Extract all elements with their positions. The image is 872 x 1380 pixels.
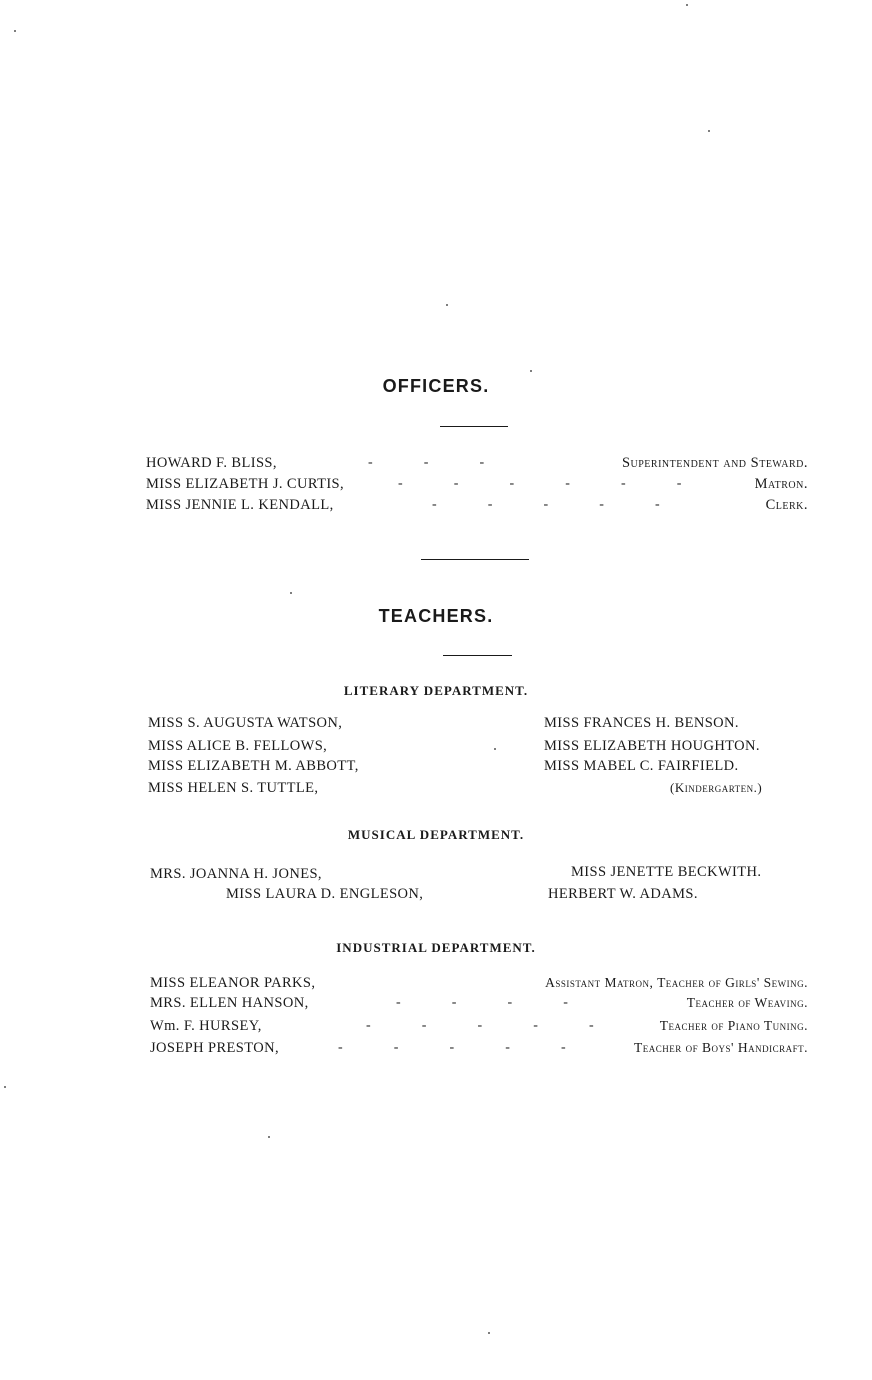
- print-speck: [290, 592, 292, 594]
- leader-dashes: - - - - -: [366, 1018, 595, 1033]
- officer-role: Clerk.: [765, 497, 808, 513]
- musical-department-heading: MUSICAL DEPARTMENT.: [347, 827, 525, 842]
- officers-heading: OFFICERS.: [382, 376, 490, 396]
- literary-department-heading: LITERARY DEPARTMENT.: [343, 683, 529, 698]
- literary-teacher: MISS S. AUGUSTA WATSON,: [148, 715, 343, 731]
- leader-dashes: - - -: [368, 455, 485, 470]
- print-speck: [446, 304, 448, 306]
- industrial-row: [150, 995, 808, 1015]
- print-speck: [4, 1086, 6, 1088]
- literary-teacher: MISS MABEL C. FAIRFIELD.: [544, 758, 739, 774]
- section-divider: [421, 559, 529, 560]
- officer-name: MISS ELIZABETH J. CURTIS,: [146, 476, 345, 492]
- musical-teacher: MISS JENETTE BECKWITH.: [571, 864, 762, 880]
- leader-dashes: - - - - -: [338, 1040, 567, 1055]
- leader-dashes: - - - - -: [432, 497, 661, 512]
- musical-teacher: MISS LAURA D. ENGLESON,: [226, 886, 424, 902]
- teacher-name: Wm. F. HURSEY,: [150, 1018, 262, 1034]
- teacher-role: Teacher of Boys' Handicraft.: [634, 1040, 808, 1055]
- leader-dashes: - - - -: [396, 995, 569, 1010]
- officer-role: Matron.: [754, 476, 808, 492]
- teacher-role: Assistant Matron, Teacher of Girls' Sewing.: [545, 975, 808, 990]
- musical-teacher: HERBERT W. ADAMS.: [548, 886, 698, 902]
- print-speck: [530, 370, 532, 372]
- leader-dashes: - - - - - -: [398, 476, 682, 491]
- teacher-name: MRS. ELLEN HANSON,: [150, 995, 309, 1011]
- officer-role: Superintendent and Steward.: [621, 455, 808, 471]
- officer-name: MISS JENNIE L. KENDALL,: [146, 497, 334, 513]
- print-speck: [268, 1136, 270, 1138]
- industrial-row: [150, 1018, 808, 1038]
- literary-teacher: MISS HELEN S. TUTTLE,: [148, 780, 319, 796]
- literary-teacher: MISS ELIZABETH M. ABBOTT,: [148, 758, 359, 774]
- officer-row: [146, 497, 808, 517]
- teacher-role: Teacher of Weaving.: [686, 995, 808, 1010]
- teacher-name: MISS ELEANOR PARKS,: [150, 975, 316, 991]
- teachers-heading: TEACHERS.: [378, 606, 494, 626]
- teacher-role: Teacher of Piano Tuning.: [659, 1018, 808, 1033]
- print-speck: [708, 130, 710, 132]
- print-speck: [14, 30, 16, 32]
- officer-row: [146, 455, 808, 475]
- teachers-rule: [443, 655, 512, 656]
- literary-teacher: MISS ALICE B. FELLOWS,: [148, 738, 328, 754]
- literary-teacher: MISS ELIZABETH HOUGHTON.: [544, 738, 760, 754]
- officer-name: HOWARD F. BLISS,: [146, 455, 277, 471]
- officers-rule: [440, 426, 508, 427]
- industrial-row: [150, 975, 808, 995]
- teacher-name: JOSEPH PRESTON,: [150, 1040, 280, 1056]
- musical-teacher: MRS. JOANNA H. JONES,: [150, 866, 322, 882]
- print-speck: [686, 4, 688, 6]
- print-speck: [488, 1332, 490, 1334]
- industrial-department-heading: INDUSTRIAL DEPARTMENT.: [336, 940, 536, 955]
- literary-teacher: MISS FRANCES H. BENSON.: [544, 715, 739, 731]
- print-speck: [494, 748, 496, 750]
- kindergarten-note: (Kindergarten.): [670, 780, 763, 795]
- industrial-row: [150, 1040, 808, 1060]
- officer-row: [146, 476, 808, 496]
